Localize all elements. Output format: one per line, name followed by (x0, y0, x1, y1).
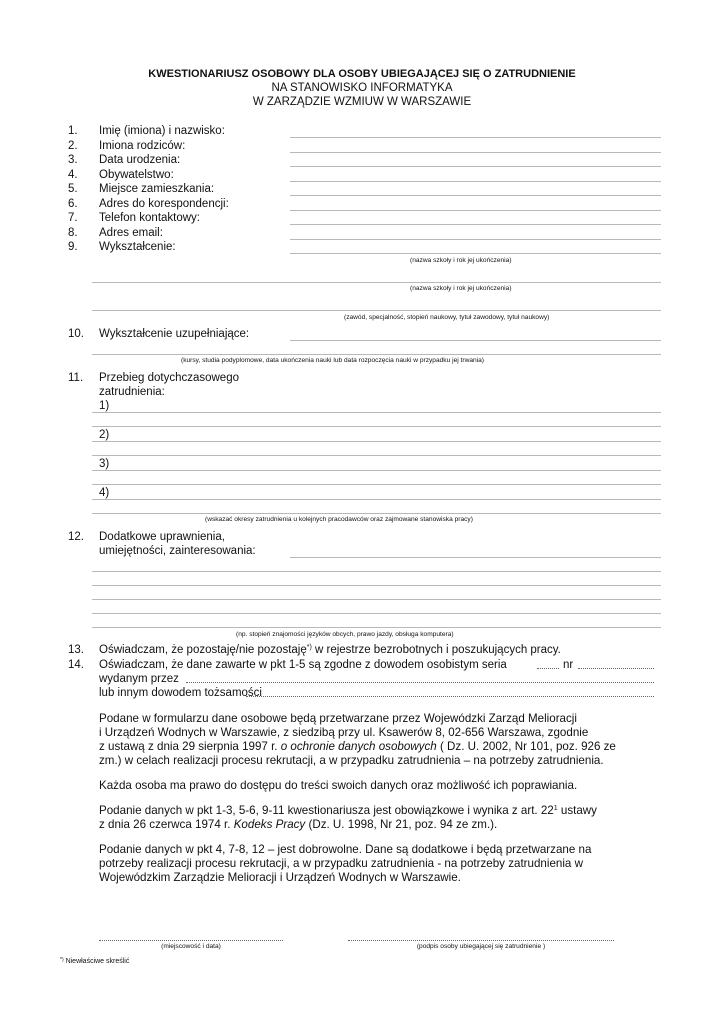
item-number: 10. (68, 328, 84, 340)
labour-code-title: Kodeks Pracy (233, 818, 306, 831)
id-series-field[interactable] (537, 668, 559, 669)
other-id-field[interactable] (246, 696, 654, 697)
declaration-id: Oświadczam, że dane zawarte w pkt 1-5 są zgodne z dowodem osobistym seria (99, 659, 507, 671)
answer-line-phone[interactable] (290, 224, 661, 225)
item-label: Data urodzenia: (99, 154, 181, 166)
signature-caption: (podpis osoby ubiegającej się zatrudnienie ) (416, 943, 546, 950)
form-subtitle: NA STANOWISKO INFORMATYKA (271, 82, 453, 94)
law-title: o ochronie danych osobowych (280, 740, 437, 753)
issued-by-field[interactable] (186, 682, 654, 683)
hint-profession: (zawód, specjalność, stopień naukowy, tytuł zawodowy, tytuł naukowy) (344, 314, 550, 321)
item-number: 14. (68, 659, 84, 671)
employment-entry-1: 1) (99, 400, 110, 412)
answer-line-employment-1[interactable] (92, 412, 661, 413)
item-label: Adres do korespondencji: (99, 197, 229, 210)
answer-line-employment-1b[interactable] (92, 426, 661, 427)
answer-line-employment-2[interactable] (92, 441, 661, 442)
item-number: 3. (68, 154, 78, 166)
other-id-label: lub innym dowodem tożsamości (99, 687, 262, 699)
employment-entry-4: 4) (99, 487, 110, 499)
answer-line-supplementary-education[interactable] (290, 340, 661, 341)
answer-line-birthdate[interactable] (290, 166, 661, 167)
answer-line-profession[interactable] (92, 310, 661, 311)
item-label: Miejsce zamieszkania: (99, 183, 215, 195)
item-number: 6. (68, 197, 78, 210)
id-number-field[interactable] (578, 668, 654, 669)
employment-entry-2: 2) (99, 429, 110, 441)
mandatory-date: z dnia 26 czerwca 1974 r. (99, 818, 234, 831)
answer-line-employment-2b[interactable] (92, 455, 661, 456)
hint-employment: (wskazać okresy zatrudnienia u kolejnych pracodawców oraz zajmowane stanowiska pracy) (205, 516, 473, 523)
footnote (60, 958, 129, 966)
hint-school-2: (nazwa szkoły i rok jej ukończenia) (410, 285, 512, 292)
answer-line-email[interactable] (290, 239, 661, 240)
access-rights-notice: Każda osoba ma prawo do dostępu do treści swoich danych oraz możliwość ich poprawiania. (99, 779, 578, 792)
form-title: KWESTIONARIUSZ OSOBOWY DLA OSOBY UBIEGAJĄCEJ SIĘ O ZATRUDNIENIE (148, 68, 576, 80)
voluntary-notice-line-2: potrzeby realizacji procesu rekrutacji, a w przypadku zatrudnienia - na potrzeby zatrudnienia w (99, 857, 583, 870)
item-number: 11. (68, 372, 84, 384)
id-number-label: nr (563, 659, 574, 671)
signature-field[interactable] (348, 940, 614, 941)
item-label: Imiona rodziców: (99, 139, 186, 152)
item-label-employment: Przebieg dotychczasowego (99, 372, 239, 384)
item-number: 4. (68, 168, 78, 181)
item-label: Adres email: (99, 226, 163, 239)
voluntary-notice-line-1: Podanie danych w pkt 4, 7-8, 12 – jest dobrowolne. Dane są dodatkowe i będą przetwarzane na (99, 843, 592, 856)
mandatory-ref: (Dz. U. 1998, Nr 21, poz. 94 ze zm.). (305, 818, 498, 831)
hint-school-1: (nazwa szkoły i rok jej ukończenia) (410, 257, 512, 264)
answer-line-employment-4[interactable] (92, 499, 661, 500)
mandatory-notice-line-2 (99, 818, 497, 832)
privacy-text-end: ( Dz. U. 2002, Nr 101, poz. 926 ze (436, 740, 616, 753)
mandatory-text-end: ustawy (557, 804, 597, 817)
answer-line-skills-6[interactable] (92, 627, 661, 628)
privacy-notice-line-3 (99, 740, 616, 754)
mandatory-notice-line-1 (99, 804, 597, 818)
answer-line-residence[interactable] (290, 195, 661, 196)
answer-line-skills-5[interactable] (92, 613, 661, 614)
item-label-supplementary-education: Wykształcenie uzupełniające: (99, 328, 250, 340)
item-label-additional-skills: Dodatkowe uprawnienia, (99, 531, 225, 543)
item-label-additional-skills-2: umiejętności, zainteresowania: (99, 545, 256, 557)
item-label-employment-2: zatrudnienia: (99, 386, 165, 398)
item-label: Imię (imiona) i nazwisko: (99, 125, 225, 137)
answer-line-education[interactable] (290, 253, 661, 254)
place-date-caption: (miejscowość i data) (161, 943, 221, 950)
privacy-notice-line-2: i Urządzeń Wodnych w Warszawie, z siedzibą przy ul. Ksawerów 8, 02-656 Warszawa, zgodnie (99, 726, 589, 739)
answer-line-citizenship[interactable] (290, 181, 661, 182)
item-number: 1. (68, 125, 78, 137)
footnote-text: Niewłaściwe skreślić (63, 958, 130, 965)
privacy-notice-line-4: zm.) w celach realizacji procesu rekrutacji, a w przypadku zatrudnienia – na potrzeby zatrudnienia. (99, 754, 604, 767)
item-number: 7. (68, 212, 78, 224)
footnote-mark: *) (60, 957, 64, 963)
item-number: 12. (68, 531, 84, 543)
answer-line-skills[interactable] (290, 557, 661, 558)
answer-line-skills-2[interactable] (92, 571, 661, 572)
declaration-text: Oświadczam, że pozostaję/nie pozostaję (99, 644, 307, 656)
privacy-text: z ustawą z dnia 29 sierpnia 1997 r. (99, 740, 281, 753)
employment-entry-3: 3) (99, 458, 110, 470)
answer-line-correspondence[interactable] (290, 210, 661, 211)
mandatory-text: Podanie danych w pkt 1-3, 5-6, 9-11 kwestionariusza jest obowiązkowe i wynika z art. 22 (99, 804, 554, 817)
answer-line-supplementary-education-2[interactable] (92, 354, 661, 355)
answer-line-name[interactable] (290, 137, 661, 138)
answer-line-education-2[interactable] (92, 282, 661, 283)
answer-line-skills-3[interactable] (92, 585, 661, 586)
answer-line-parents[interactable] (290, 152, 661, 153)
declaration-text-end: w rejestrze bezrobotnych i poszukujących pracy. (311, 644, 561, 656)
footnote-mark: *) (306, 644, 312, 651)
item-number: 8. (68, 226, 78, 239)
issued-by-label: wydanym przez (99, 673, 179, 685)
answer-line-employment-3[interactable] (92, 470, 661, 471)
item-label: Obywatelstwo: (99, 168, 174, 181)
item-number: 2. (68, 139, 78, 152)
article-superscript: 1 (553, 805, 558, 812)
privacy-notice-line-1: Podane w formularzu dane osobowe będą przetwarzane przez Wojewódzki Zarząd Melioracji (99, 712, 577, 725)
declaration-unemployment (99, 643, 561, 657)
item-number: 13. (68, 644, 84, 656)
voluntary-notice-line-3: Wojewódzkim Zarządzie Melioracji i Urządzeń Wodnych w Warszawie. (99, 871, 461, 884)
form-subtitle-2: W ZARZĄDZIE WZMIUW W WARSZAWIE (252, 96, 472, 108)
item-number: 5. (68, 183, 78, 195)
item-label: Telefon kontaktowy: (99, 212, 201, 224)
hint-courses: (kursy, studia podyplomowe, data ukończenia nauki lub data rozpoczęcia nauki w przypadku jej trwania) (181, 357, 484, 364)
answer-line-employment-3b[interactable] (92, 484, 661, 485)
answer-line-employment-4b[interactable] (92, 513, 661, 514)
item-number: 9. (68, 241, 78, 253)
answer-line-skills-4[interactable] (92, 599, 661, 600)
item-label: Wykształcenie: (99, 241, 176, 253)
place-date-field[interactable] (99, 940, 283, 941)
hint-skills: (np. stopień znajomości języków obcych, prawo jazdy, obsługa komputera) (236, 631, 454, 638)
